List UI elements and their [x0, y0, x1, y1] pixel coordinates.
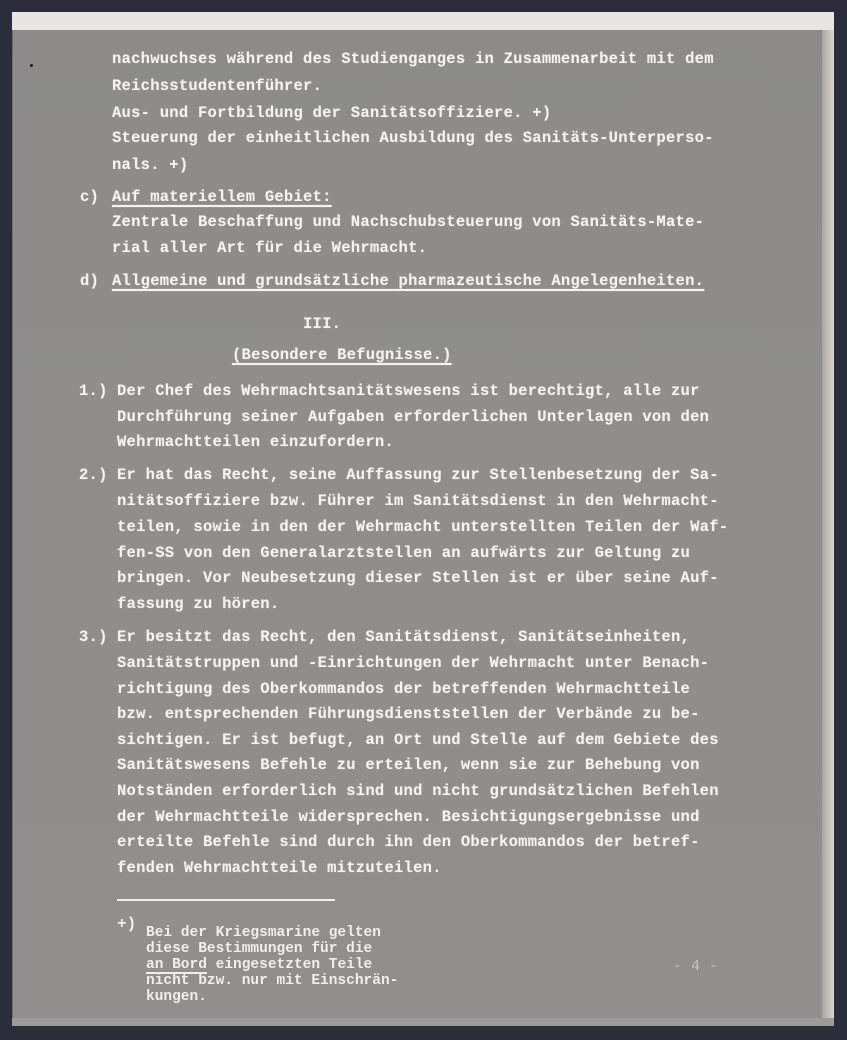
item-d-label: d) [80, 272, 100, 290]
intro-line-4: Steuerung der einheitlichen Ausbildung des Sanitäts-Unterperso- [112, 129, 714, 147]
section-title: (Besondere Befugnisse.) [232, 346, 452, 364]
para-3-line-5: sichtigen. Er ist befugt, an Ort und Stelle auf dem Gebiete des [117, 731, 719, 749]
footnote-line-5: kungen. [146, 989, 207, 1005]
paper-bottom-edge [12, 1018, 834, 1026]
para-3-line-1: Er besitzt das Recht, den Sanitätsdienst, Sanitätseinheiten, [117, 628, 691, 646]
para-2-label: 2.) [79, 466, 108, 484]
paper-top-edge [12, 12, 834, 30]
footnote-line-3-text: eingesetzten Teile [215, 957, 373, 973]
para-3-line-4: bzw. entsprechenden Führungsdienststellen der Verbände zu be- [117, 705, 700, 723]
punch-mark [30, 64, 33, 67]
footnote-mark: +) [117, 915, 137, 933]
para-3-line-9: erteilte Befehle sind durch ihn den Oberkommandos der betref- [117, 833, 700, 851]
para-1-line-1: Der Chef des Wehrmachtsanitätswesens ist berechtigt, alle zur [117, 382, 700, 400]
para-3-line-6: Sanitätswesens Befehle zu erteilen, wenn sie zur Behebung von [117, 756, 700, 774]
para-3-line-7: Notständen erforderlich sind und nicht grundsätzlichen Befehlen [117, 782, 719, 800]
para-1-label: 1.) [79, 382, 108, 400]
section-numeral: III. [303, 315, 342, 333]
intro-line-1: nachwuchses während des Studienganges in Zusammenarbeit mit dem [112, 50, 714, 68]
para-3-line-8: der Wehrmachtteile widersprechen. Besichtigungsergebnisse und [117, 808, 700, 826]
para-2-line-5: bringen. Vor Neubesetzung dieser Stellen ist er über seine Auf- [117, 569, 719, 587]
item-c-heading: Auf materiellem Gebiet: [112, 188, 332, 206]
para-1-line-3: Wehrmachtteilen einzufordern. [117, 433, 394, 451]
para-3-label: 3.) [79, 628, 108, 646]
para-2-line-4: fen-SS von den Generalarztstellen an aufwärts zur Geltung zu [117, 544, 691, 562]
footnote-separator [117, 899, 335, 901]
para-2-line-3: teilen, sowie in den der Wehrmacht unterstellten Teilen der Waf- [117, 518, 729, 536]
para-1-line-2: Durchführung seiner Aufgaben erforderlichen Unterlagen von den [117, 408, 710, 426]
para-2-line-1: Er hat das Recht, seine Auffassung zur Stellenbesetzung der Sa- [117, 466, 719, 484]
footnote-line-4: nicht bzw. nur mit Einschrän- [146, 973, 399, 989]
para-3-line-10: fenden Wehrmachtteile mitzuteilen. [117, 859, 442, 877]
intro-line-3: Aus- und Fortbildung der Sanitätsoffiziere. +) [112, 104, 552, 122]
paper-right-edge [822, 30, 834, 1020]
intro-line-2: Reichsstudentenführer. [112, 77, 323, 95]
item-c-line-1: Zentrale Beschaffung und Nachschubsteuerung von Sanitäts-Mate- [112, 213, 705, 231]
item-c-label: c) [80, 188, 100, 206]
para-3-line-2: Sanitätstruppen und -Einrichtungen der Wehrmacht unter Benach- [117, 654, 710, 672]
para-2-line-6: fassung zu hören. [117, 595, 280, 613]
item-c-line-2: rial aller Art für die Wehrmacht. [112, 239, 428, 257]
footnote-line-1: Bei der Kriegsmarine gelten [146, 925, 381, 941]
item-d-heading: Allgemeine und grundsätzliche pharmazeutische Angelegenheiten. [112, 272, 705, 290]
footnote-underlined: an Bord [146, 957, 207, 973]
para-3-line-3: richtigung des Oberkommandos der betreffenden Wehrmachtteile [117, 680, 691, 698]
page-number: - 4 - [673, 958, 719, 975]
para-2-line-2: nitätsoffiziere bzw. Führer im Sanitätsdienst in den Wehrmacht- [117, 492, 719, 510]
intro-line-5: nals. +) [112, 156, 189, 174]
footnote-line-2: diese Bestimmungen für die [146, 941, 373, 957]
footnote-line-3 [146, 958, 372, 974]
